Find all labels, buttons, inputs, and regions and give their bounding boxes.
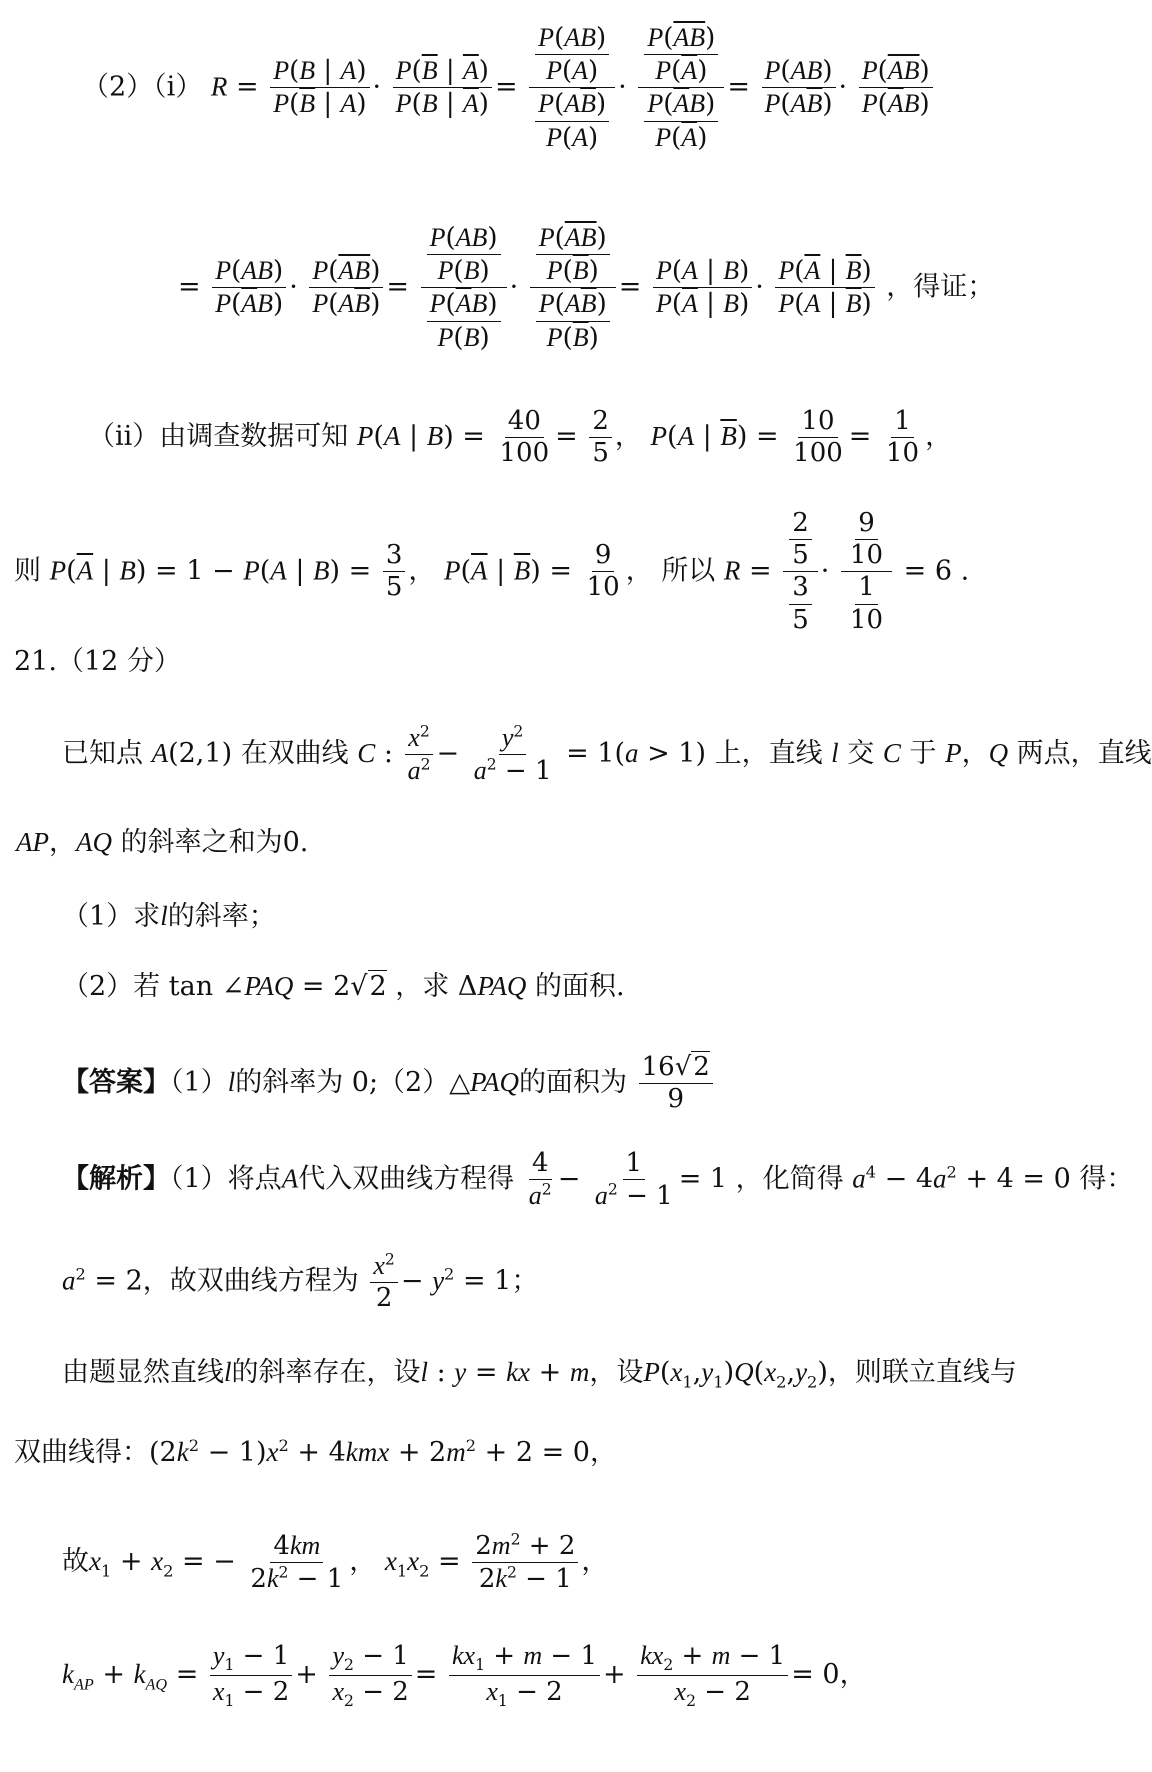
analysis-line1: 【解析】（1）将点A代入双曲线方程得 $\frac{4}{a^2}$ − $\frac{1}{a^2 - 1}$ = 1 ，化简得 $a^4 - 4a^2 + 4 = 0$ 得： bbox=[62, 1148, 1134, 1212]
q21-header: 21.（12 分） bbox=[14, 646, 181, 677]
stem-text-5: 于 bbox=[909, 738, 937, 770]
stem-text-6: 两点，直线 bbox=[1016, 738, 1152, 770]
q21-stem-line1: 已知点 A(2,1) 在双曲线 C : $\frac{x^2}{a^2}$ − $\frac{y^2}{a^2 - 1}$ = 1(a > 1) 上，直线 l 交 C 于 P，Q 两点，直线 bbox=[62, 722, 1152, 787]
analysis-p3c: ，设 bbox=[589, 1357, 644, 1388]
stem-line2-text: 的斜率之和为0. bbox=[120, 827, 309, 858]
analysis-p1a: （1）将点 bbox=[170, 1163, 282, 1195]
answer-text2: 的斜率为 0;（2） bbox=[235, 1067, 450, 1099]
part2ii-intro: （ii）由调查数据可知 bbox=[88, 421, 349, 453]
answer-text1: （1） bbox=[170, 1067, 228, 1099]
result-value: = 6 . bbox=[903, 555, 970, 587]
analysis-p3b: 的斜率存在，设 bbox=[231, 1357, 421, 1388]
analysis-tag: 【解析】 bbox=[62, 1163, 170, 1195]
part2ii-line2: 则 $P(\overline{A}$ | B) = 1 − P(A | B) = $\frac{3}{5}$ ， $P(\overline{A}$ | $\overline{B}$) = $\frac{9}{10}$ ， 所以 R = $\frac{\frac{2}{5}}{\frac{3}{5}}$ · $\frac{\frac{9}{10}}{\frac{1}{10}}$ = 6 . bbox=[14, 508, 970, 635]
analysis-p1c: ，化简得 bbox=[735, 1163, 844, 1195]
analysis-p2a: ，故双曲线方程为 bbox=[142, 1265, 359, 1297]
part2ii-line1: （ii）由调查数据可知 P(A | B) = $\frac{40}{100}$ = $\frac{2}{5}$ ， P(A | $\overline{B}$) = $\frac{10}{100}$ = $\frac{1}{10}$ ， bbox=[88, 406, 953, 469]
then-word: 则 bbox=[14, 555, 41, 587]
analysis-line5: 故$x_1 + x_2$ = − $\frac{4km}{2k^2 - 1}$ ， $x_1x_2$ = $\frac{2m^2 + 2}{2k^2 - 1}$ ， bbox=[62, 1530, 609, 1595]
analysis-p3d: ，则联立直线与 bbox=[827, 1357, 1017, 1388]
answer-text3: 的面积为 bbox=[519, 1067, 628, 1099]
stem-text-1: 已知点 bbox=[62, 738, 143, 770]
analysis-line6: $k_{AP} + k_{AQ}$ = $\frac{y_1 - 1}{x_1 - 2}$ + $\frac{y_2 - 1}{x_2 - 2}$ = $\frac{kx_1 + m - 1}{x_1 - 2}$ + $\frac{kx_2 + m - 1}{x_2 - 2}$ = 0， bbox=[62, 1641, 867, 1711]
q21-sub1: （1）求l的斜率； bbox=[62, 901, 276, 932]
part2i-label: （2）（i） bbox=[82, 71, 203, 103]
part2i-suffix: ，得证； bbox=[886, 271, 995, 303]
sub2-mid: ，求 bbox=[395, 971, 450, 1002]
q21-sub2: （2）若 tan ∠PAQ = 2√2 ，求 ΔPAQ 的面积. bbox=[62, 971, 625, 1002]
analysis-p1d: 得： bbox=[1079, 1163, 1134, 1195]
so-word: 所以 bbox=[661, 555, 716, 587]
stem-text-4: 交 bbox=[847, 738, 875, 770]
sub1-tail: 的斜率； bbox=[167, 901, 276, 932]
analysis-p4a: 双曲线得： bbox=[14, 1437, 149, 1468]
part2i-line1: （2）（i） R = $\frac{P(B | A)}{P(\overline{B} | A)}$ · $\frac{P(\overline{B} | \overline{A})}{P(B | \overline{A})}$ = $\frac{\frac{P(AB)}{P(A)}}{\frac{P(A\overline{B})}{P(A)}}$ · $\frac{\frac{P(\overline{AB})}{P(\overline{A})}}{\frac{P(\overline{A}B)}{P(\overline{A})}}$ = $\frac{P(AB)}{P(A\overline{B})}$ · $\frac{P(\overline{AB})}{P(\overline{A}B)}$ bbox=[82, 22, 936, 154]
analysis-line3: 由题显然直线l的斜率存在，设l : y = kx + m，设$P(x_1,y_1)Q(x_2,y_2)$，则联立直线与 bbox=[62, 1357, 1017, 1392]
answer-tag: 【答案】 bbox=[62, 1067, 170, 1099]
q21-stem-line2: AP，AQ 的斜率之和为0. bbox=[16, 827, 309, 858]
part2i-line2: = $\frac{P(AB)}{P(\overline{A}B)}$ · $\frac{P(\overline{AB})}{P(A\overline{B})}$ = $\frac{\frac{P(AB)}{P(B)}}{\frac{P(\overline{A}B)}{P(B)}}$ · $\frac{\frac{P(\overline{AB})}{P(\overline{B})}}{\frac{P(A\overline{B})}{P(\overline{B})}}$ = $\frac{P(A | B)}{P(\overline{A} | B)}$ · $\frac{P(\overline{A} | \overline{B})}{P(A | \overline{B})}$ ，得证； bbox=[178, 223, 995, 353]
stem-text-3: 上，直线 bbox=[714, 738, 823, 770]
analysis-p5a: 故 bbox=[62, 1546, 89, 1578]
answer-line: 【答案】（1）l的斜率为 0;（2）△PAQ的面积为 $\frac{16√2}{9}$ bbox=[62, 1052, 716, 1115]
analysis-p1b: 代入双曲线方程得 bbox=[298, 1163, 515, 1195]
analysis-line2: $a^2 = 2$，故双曲线方程为 $\frac{x^2}{2}$ − $y^2 = 1$； bbox=[62, 1250, 539, 1314]
analysis-p3a: 由题显然直线 bbox=[62, 1357, 224, 1388]
sub2-text: （2）若 bbox=[62, 971, 161, 1002]
analysis-line4: 双曲线得：$(2k^2 - 1)x^2 + 4kmx + 2m^2 + 2 = 0$， bbox=[14, 1436, 617, 1468]
stem-text-2: 在双曲线 bbox=[240, 738, 349, 770]
sub2-tail: 的面积. bbox=[534, 971, 625, 1002]
sub1-text: （1）求 bbox=[62, 901, 161, 932]
